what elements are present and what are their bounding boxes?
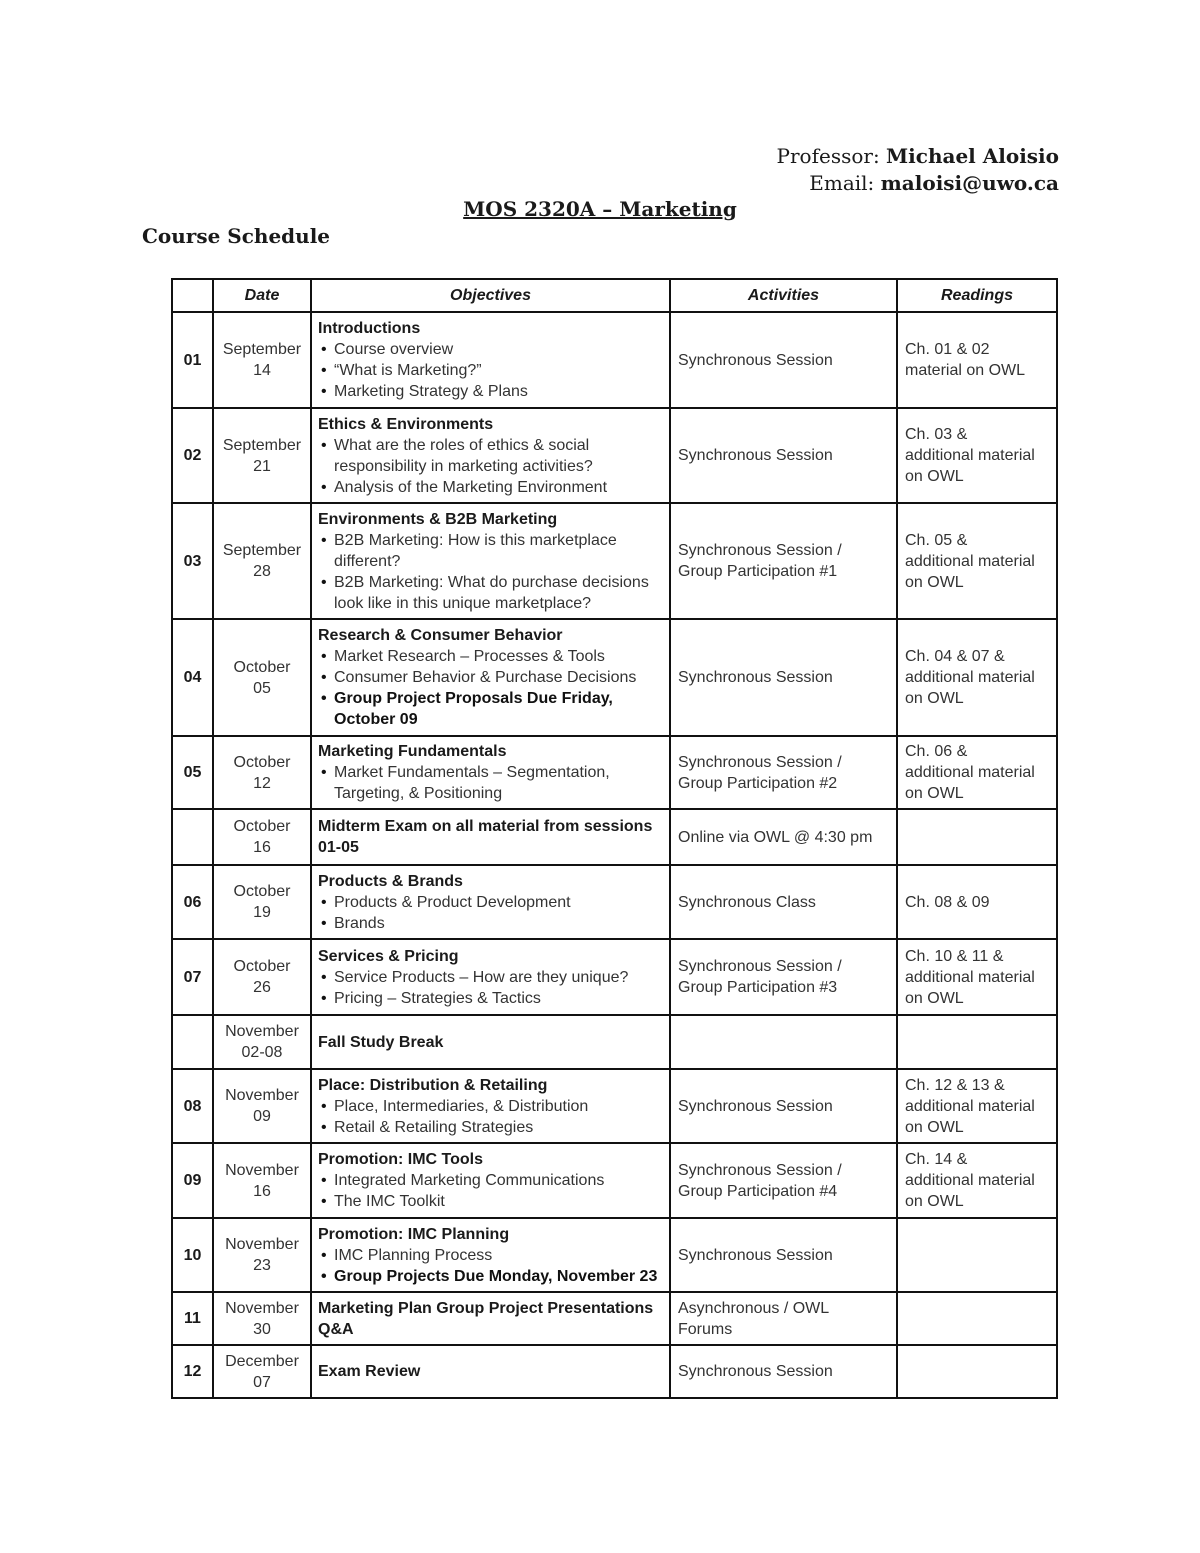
activity-line: Synchronous Session / (678, 753, 842, 771)
course-title: MOS 2320A – Marketing (463, 197, 737, 221)
activity-line: Online via OWL @ 4:30 pm (678, 828, 873, 846)
activity-line: Synchronous Session (678, 669, 833, 686)
reading-line: additional material (905, 1097, 1035, 1115)
date-cell (213, 1345, 311, 1398)
reading-line: Ch. 01 & 02 (905, 341, 990, 358)
session-number: 05 (172, 736, 213, 809)
activity-cell (670, 619, 897, 736)
activity-line: Synchronous Session / (678, 542, 842, 559)
date-cell (213, 312, 311, 408)
session-number (172, 1015, 213, 1069)
date-line: 16 (253, 839, 271, 856)
email-label: Email: (809, 171, 875, 195)
reading-line: Ch. 05 & (905, 531, 968, 549)
table-row (172, 1292, 1057, 1345)
activity-line: Group Participation #2 (678, 774, 838, 792)
objectives-cell (311, 809, 670, 865)
list-item: • Service Products – How are they unique? (334, 967, 663, 988)
list-item: • Pricing – Strategies & Tactics (334, 988, 663, 1009)
objectives-cell (311, 1015, 670, 1069)
activity-cell (670, 1345, 897, 1398)
table-row (172, 408, 1057, 503)
date-cell (213, 503, 311, 619)
date-cell (213, 1292, 311, 1345)
session-number: 04 (172, 619, 213, 736)
date-line: 28 (253, 563, 271, 580)
activity-cell (670, 503, 897, 619)
session-number: 07 (172, 939, 213, 1015)
session-number: 08 (172, 1069, 213, 1143)
activity-line: Group Participation #1 (678, 563, 838, 580)
date-line: 07 (253, 1373, 271, 1391)
deadline-item: • Group Projects Due Monday, November 23 (334, 1266, 663, 1287)
objectives-cell (311, 503, 670, 619)
date-line: 16 (253, 1182, 271, 1200)
objective-list (318, 762, 663, 804)
readings-cell (897, 1143, 1057, 1218)
reading-line: on OWL (905, 1193, 964, 1210)
date-cell (213, 408, 311, 503)
readings-cell (897, 1218, 1057, 1292)
reading-line: on OWL (905, 785, 964, 802)
date-line: 14 (253, 362, 271, 379)
activity-cell (670, 1292, 897, 1345)
objectives-cell (311, 939, 670, 1015)
table-row (172, 312, 1057, 408)
activity-line: Forums (678, 1320, 733, 1338)
objective-list (318, 1245, 663, 1287)
table-row (172, 865, 1057, 939)
table-header-row (172, 279, 1057, 312)
activity-line: Synchronous Session (678, 1246, 833, 1264)
reading-line: on OWL (905, 468, 964, 485)
objective-title: Services & Pricing (318, 947, 459, 965)
date-line: October (233, 753, 291, 771)
date-line: 23 (253, 1257, 271, 1274)
activity-cell (670, 312, 897, 408)
activity-cell (670, 939, 897, 1015)
activity-cell (670, 1015, 897, 1069)
objective-title: Exam Review (318, 1363, 421, 1380)
session-number: 03 (172, 503, 213, 619)
reading-line: additional material (905, 669, 1035, 686)
col-header-readings: Readings (897, 279, 1057, 312)
readings-cell (897, 939, 1057, 1015)
objectives-cell (311, 865, 670, 939)
objective-list (318, 530, 663, 614)
objective-title: Research & Consumer Behavior (318, 627, 563, 644)
session-number: 10 (172, 1218, 213, 1292)
date-cell (213, 736, 311, 809)
reading-line: additional material (905, 764, 1035, 781)
activity-cell (670, 736, 897, 809)
date-line: October (233, 958, 291, 975)
col-header-number (172, 279, 213, 312)
date-line: September (222, 436, 302, 454)
activity-line: Synchronous Session / (678, 958, 842, 975)
readings-cell (897, 408, 1057, 503)
date-line: 26 (253, 979, 271, 996)
date-line: 30 (253, 1320, 271, 1338)
date-line: 05 (253, 679, 271, 697)
objective-list (318, 967, 663, 1009)
activity-line: Asynchronous / OWL (678, 1299, 830, 1317)
objective-title: Products & Brands (318, 872, 463, 890)
list-item: • Brands (334, 913, 663, 934)
readings-cell (897, 1015, 1057, 1069)
objective-list (318, 435, 663, 498)
reading-line: on OWL (905, 690, 964, 707)
list-item: • Market Fundamentals – Segmentation, Targeting, & Positioning (334, 762, 663, 804)
reading-line: material on OWL (905, 362, 1026, 379)
table-row (172, 736, 1057, 809)
activity-cell (670, 1218, 897, 1292)
readings-cell (897, 312, 1057, 408)
reading-line: additional material (905, 1172, 1035, 1189)
readings-cell (897, 1345, 1057, 1398)
list-item: • Marketing Strategy & Plans (334, 381, 663, 402)
objectives-cell (311, 312, 670, 408)
professor-name: Michael Aloisio (886, 144, 1059, 168)
date-cell (213, 865, 311, 939)
date-line: October (233, 818, 291, 835)
date-line: November (225, 1023, 299, 1040)
objectives-cell (311, 408, 670, 503)
date-line: December (225, 1352, 299, 1370)
table-row (172, 1015, 1057, 1069)
objective-title: Marketing Plan Group Project Presentations Q&A (318, 1299, 654, 1338)
objective-list (318, 646, 663, 730)
objectives-cell (311, 1069, 670, 1143)
activity-line: Synchronous Session (678, 1363, 833, 1380)
table-row (172, 1345, 1057, 1398)
date-cell (213, 809, 311, 865)
date-cell (213, 939, 311, 1015)
session-number: 02 (172, 408, 213, 503)
section-title: Course Schedule (142, 224, 331, 248)
objective-list (318, 892, 663, 934)
readings-cell (897, 736, 1057, 809)
objectives-cell (311, 619, 670, 736)
activity-line: Synchronous Session (678, 351, 833, 369)
list-item: • Products & Product Development (334, 892, 663, 913)
objective-title: Midterm Exam on all material from sessions 01-05 (318, 818, 653, 856)
col-header-date: Date (213, 279, 311, 312)
date-line: 12 (253, 774, 271, 792)
session-number: 09 (172, 1143, 213, 1218)
activity-line: Group Participation #3 (678, 979, 838, 996)
readings-cell (897, 503, 1057, 619)
objectives-cell (311, 1345, 670, 1398)
objective-list (318, 339, 663, 402)
professor-label: Professor: (776, 144, 880, 168)
reading-line: additional material (905, 968, 1035, 986)
activity-cell (670, 1143, 897, 1218)
list-item: • IMC Planning Process (334, 1245, 663, 1266)
session-number: 06 (172, 865, 213, 939)
activity-cell (670, 865, 897, 939)
readings-cell (897, 1069, 1057, 1143)
objectives-cell (311, 1143, 670, 1218)
reading-line: Ch. 08 & 09 (905, 893, 990, 911)
list-item: • “What is Marketing?” (334, 360, 663, 381)
reading-line: Ch. 06 & (905, 743, 968, 760)
date-line: 21 (253, 457, 271, 475)
date-line: October (233, 658, 291, 676)
date-line: 02-08 (241, 1044, 283, 1061)
table-row (172, 809, 1057, 865)
activity-line: Group Participation #4 (678, 1182, 838, 1200)
date-line: November (225, 1299, 299, 1317)
readings-cell (897, 865, 1057, 939)
objective-title: Introductions (318, 320, 421, 337)
readings-cell (897, 619, 1057, 736)
objective-title: Promotion: IMC Tools (318, 1151, 484, 1168)
readings-cell (897, 809, 1057, 865)
table-row (172, 619, 1057, 736)
reading-line: Ch. 10 & 11 & (905, 947, 1004, 965)
col-header-activities: Activities (670, 279, 897, 312)
activity-line: Synchronous Session / (678, 1161, 842, 1179)
activity-cell (670, 1069, 897, 1143)
table-row (172, 1143, 1057, 1218)
reading-line: Ch. 12 & 13 & (905, 1076, 1005, 1094)
list-item: • What are the roles of ethics & social responsibility in marketing activities? (334, 435, 663, 477)
reading-line: on OWL (905, 1118, 964, 1136)
objective-title: Environments & B2B Marketing (318, 510, 558, 528)
date-line: September (222, 542, 302, 559)
reading-line: Ch. 14 & (905, 1151, 968, 1168)
objectives-cell (311, 736, 670, 809)
col-header-objectives: Objectives (311, 279, 670, 312)
reading-line: Ch. 04 & 07 & (905, 648, 1005, 665)
objective-list (318, 1096, 663, 1138)
table-row (172, 939, 1057, 1015)
deadline-item: • Group Project Proposals Due Friday, October 09 (334, 688, 663, 730)
objective-title: Ethics & Environments (318, 415, 494, 433)
reading-line: additional material (905, 447, 1035, 464)
objective-list (318, 1170, 663, 1212)
list-item: • B2B Marketing: What do purchase decisions look like in this unique marketplace? (334, 572, 663, 614)
activity-cell (670, 408, 897, 503)
objectives-cell (311, 1292, 670, 1345)
activity-line: Synchronous Session (678, 1097, 833, 1115)
date-line: 09 (253, 1108, 271, 1125)
list-item: • Retail & Retailing Strategies (334, 1117, 663, 1138)
activity-cell (670, 809, 897, 865)
list-item: • Integrated Marketing Communications (334, 1170, 663, 1191)
objective-title: Promotion: IMC Planning (318, 1225, 510, 1243)
session-number (172, 809, 213, 865)
email-address: maloisi@uwo.ca (880, 171, 1059, 195)
list-item: • Course overview (334, 339, 663, 360)
table-row (172, 503, 1057, 619)
objective-title: Fall Study Break (318, 1033, 444, 1051)
reading-line: additional material (905, 552, 1035, 570)
professor-line (777, 144, 1059, 168)
table-row (172, 1218, 1057, 1292)
objective-title: Marketing Fundamentals (318, 743, 507, 760)
reading-line: Ch. 03 & (905, 426, 968, 443)
date-cell (213, 619, 311, 736)
list-item: • The IMC Toolkit (334, 1191, 663, 1212)
readings-cell (897, 1292, 1057, 1345)
activity-line: Synchronous Class (678, 893, 816, 911)
date-line: November (225, 1236, 299, 1253)
date-line: November (225, 1161, 299, 1179)
activity-line: Synchronous Session (678, 447, 833, 464)
list-item: • Market Research – Processes & Tools (334, 646, 663, 667)
date-line: 19 (253, 904, 271, 921)
reading-line: on OWL (905, 989, 964, 1007)
date-line: October (233, 883, 291, 900)
date-cell (213, 1143, 311, 1218)
session-number: 01 (172, 312, 213, 408)
objective-title: Place: Distribution & Retailing (318, 1076, 548, 1094)
list-item: • B2B Marketing: How is this marketplace different? (334, 530, 663, 572)
date-line: September (222, 341, 302, 358)
list-item: • Place, Intermediaries, & Distribution (334, 1096, 663, 1117)
date-cell (213, 1069, 311, 1143)
table-row (172, 1069, 1057, 1143)
schedule-table (171, 278, 1058, 1399)
session-number: 12 (172, 1345, 213, 1398)
list-item: • Consumer Behavior & Purchase Decisions (334, 667, 663, 688)
list-item: • Analysis of the Marketing Environment (334, 477, 663, 498)
date-cell (213, 1015, 311, 1069)
session-number: 11 (172, 1292, 213, 1345)
email-line (809, 171, 1059, 195)
date-line: November (225, 1087, 299, 1104)
date-cell (213, 1218, 311, 1292)
objectives-cell (311, 1218, 670, 1292)
reading-line: on OWL (905, 573, 964, 591)
